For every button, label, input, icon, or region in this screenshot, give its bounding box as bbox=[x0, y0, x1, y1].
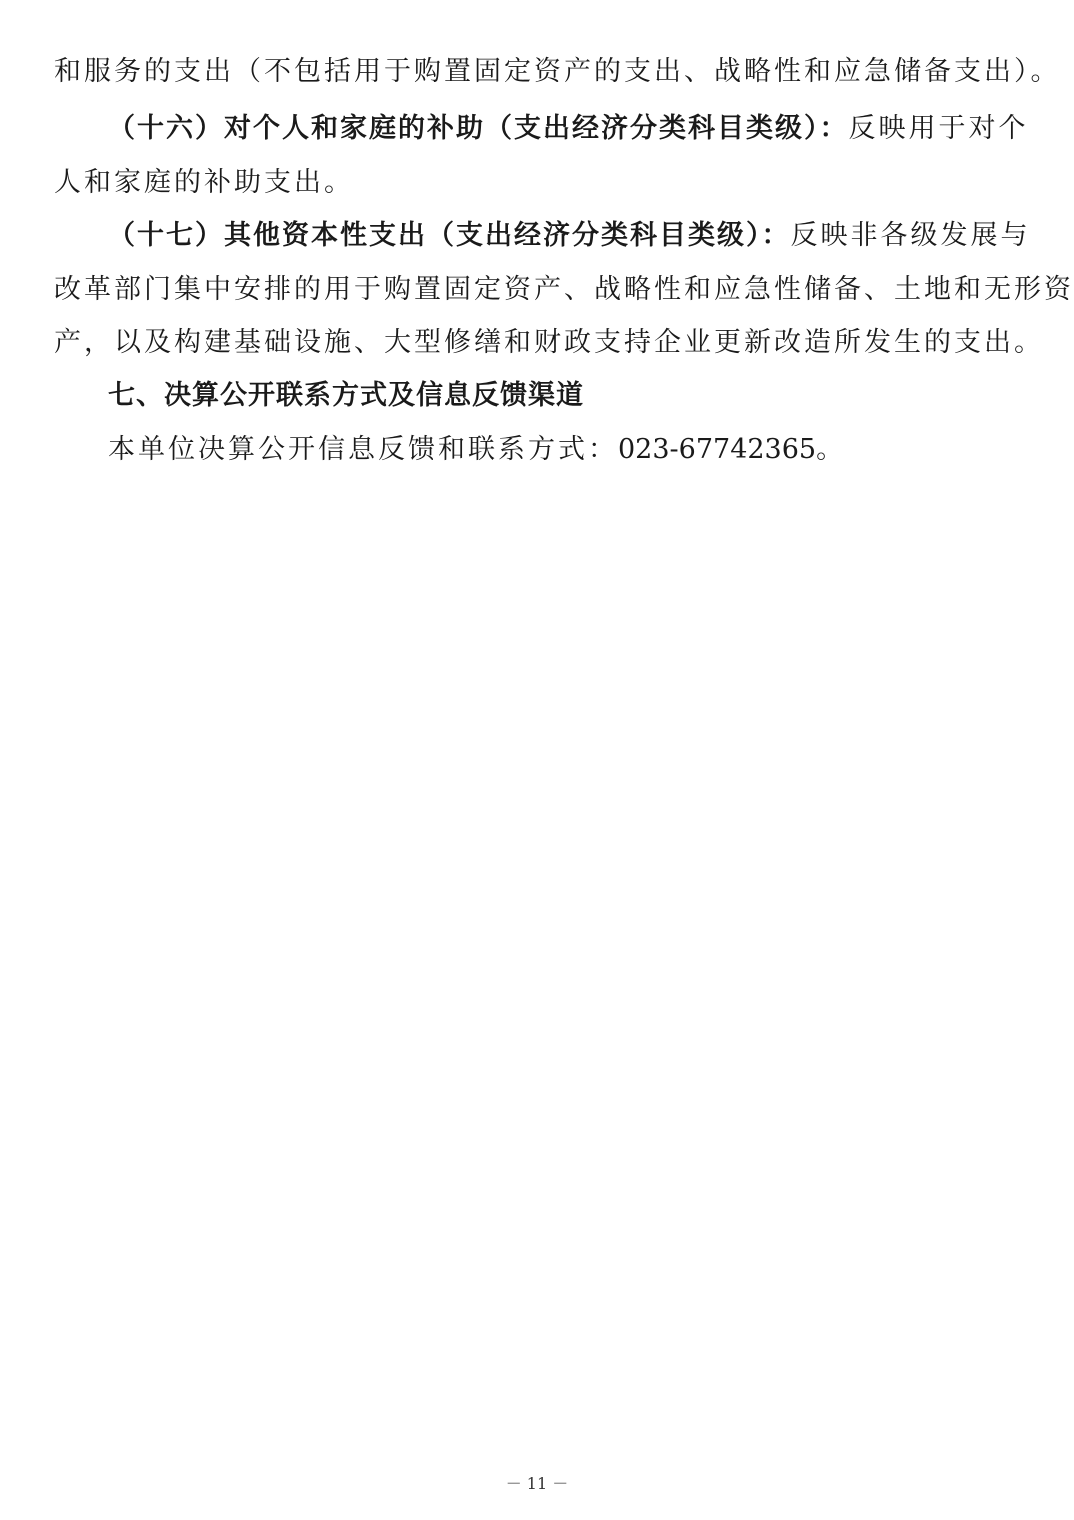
paragraph-label: （十七）其他资本性支出（支出经济分类科目类级）： bbox=[108, 220, 791, 251]
paragraph-line bbox=[108, 433, 1020, 467]
paragraph-text: 改革部门集中安排的用于购置固定资产、战略性和应急性储备、土地和无形资 bbox=[54, 274, 1074, 305]
paragraph-line bbox=[108, 112, 1029, 146]
contact-label: 本单位决算公开信息反馈和联系方式： bbox=[108, 434, 618, 465]
paragraph-label: （十六）对个人和家庭的补助（支出经济分类科目类级）： bbox=[108, 113, 849, 144]
paragraph-line bbox=[108, 219, 1031, 253]
contact-phone: 023-67742365 bbox=[618, 434, 817, 465]
section-heading-text: 七、决算公开联系方式及信息反馈渠道 bbox=[108, 380, 584, 411]
paragraph-text: 产，以及构建基础设施、大型修缮和财政支持企业更新改造所发生的支出。 bbox=[54, 327, 1044, 358]
paragraph-line bbox=[54, 55, 1061, 89]
paragraph-line bbox=[54, 166, 1020, 200]
paragraph-text: 和服务的支出（不包括用于购置固定资产的支出、战略性和应急储备支出）。 bbox=[54, 56, 1061, 87]
paragraph-text: 反映用于对个 bbox=[848, 113, 1029, 144]
page-number: － 11 － bbox=[505, 1474, 569, 1493]
paragraph-text: 人和家庭的补助支出。 bbox=[54, 167, 354, 198]
paragraph-line bbox=[54, 326, 1044, 360]
paragraph-text: 反映非各级发展与 bbox=[790, 220, 1031, 251]
paragraph-line bbox=[54, 273, 1074, 307]
section-heading bbox=[108, 379, 1020, 413]
contact-suffix: 。 bbox=[816, 434, 847, 465]
